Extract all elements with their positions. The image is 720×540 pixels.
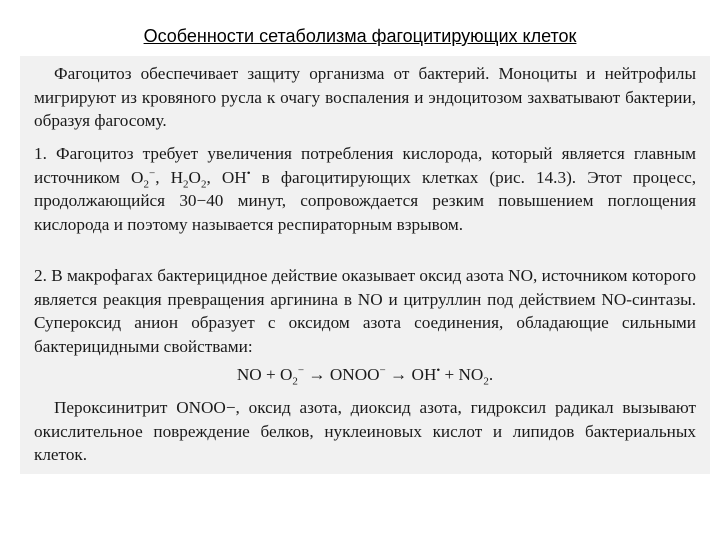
formula-part: → ONOO — [304, 365, 380, 384]
subscript: 2 — [183, 178, 189, 191]
paragraph-respiratory-burst — [34, 142, 696, 236]
formula-part: . — [488, 365, 494, 384]
subscript: 2 — [483, 375, 489, 388]
reaction-formula — [20, 364, 710, 388]
superscript: • — [246, 166, 251, 179]
subscript: 2 — [143, 178, 149, 191]
subscript: 2 — [200, 178, 207, 191]
paragraph-nitric-oxide: 2. В макрофагах бактерицидное действие оказывает оксид азота NO, источником которого является реакция превращения аргинина в NO и цитруллин под действием NO-синтазы. Супероксид анион образует с оксидом азота соединения, обладающие сильными бактерицидными свойствами: — [34, 266, 696, 356]
peroxide-formula: O — [188, 167, 201, 187]
text-segment: в фагоцитирующих клетках (рис. 14.3). Этот процесс, продолжающийся 30−40 минут, сопровождается резким повышением поглощения кислорода и поэтому называется респираторным взрывом. — [34, 167, 697, 234]
hydroxyl-formula: OH — [221, 167, 247, 187]
text-segment: 1. Фагоцитоз требует увеличения потребления кислорода, который является главным источником — [34, 144, 696, 187]
superscript: − — [148, 166, 156, 179]
superscript: − — [297, 364, 305, 377]
superscript: − — [379, 364, 386, 377]
slide-title: Особенности сетаболизма фагоцитирующих клеток — [143, 26, 577, 46]
paragraph-phagocytosis-intro: Фагоцитоз обеспечивает защиту организма от бактерий. Моноциты и нейтрофилы мигрируют из кровяного русла к очагу воспаления и эндоцитозом захватывают бактерии, образуя фагосому. — [34, 64, 696, 131]
text-segment: , — [206, 167, 222, 187]
formula-part: NO + O — [236, 365, 293, 384]
formula-part: + NO — [440, 365, 484, 384]
peroxide-formula: H — [170, 167, 184, 187]
scanned-text-block — [20, 56, 710, 474]
paragraph-peroxynitrite: Пероксинитрит ONOO−, оксид азота, диоксид азота, гидроксил радикал вызывают окислительное повреждение белков, нуклеиновых кислот и липидов бактериальных клеток. — [34, 398, 696, 465]
superoxide-formula: O — [131, 167, 144, 187]
formula-part: → OH — [385, 365, 437, 384]
superscript: • — [436, 364, 441, 377]
text-segment: , — [155, 167, 171, 187]
subscript: 2 — [292, 375, 298, 388]
